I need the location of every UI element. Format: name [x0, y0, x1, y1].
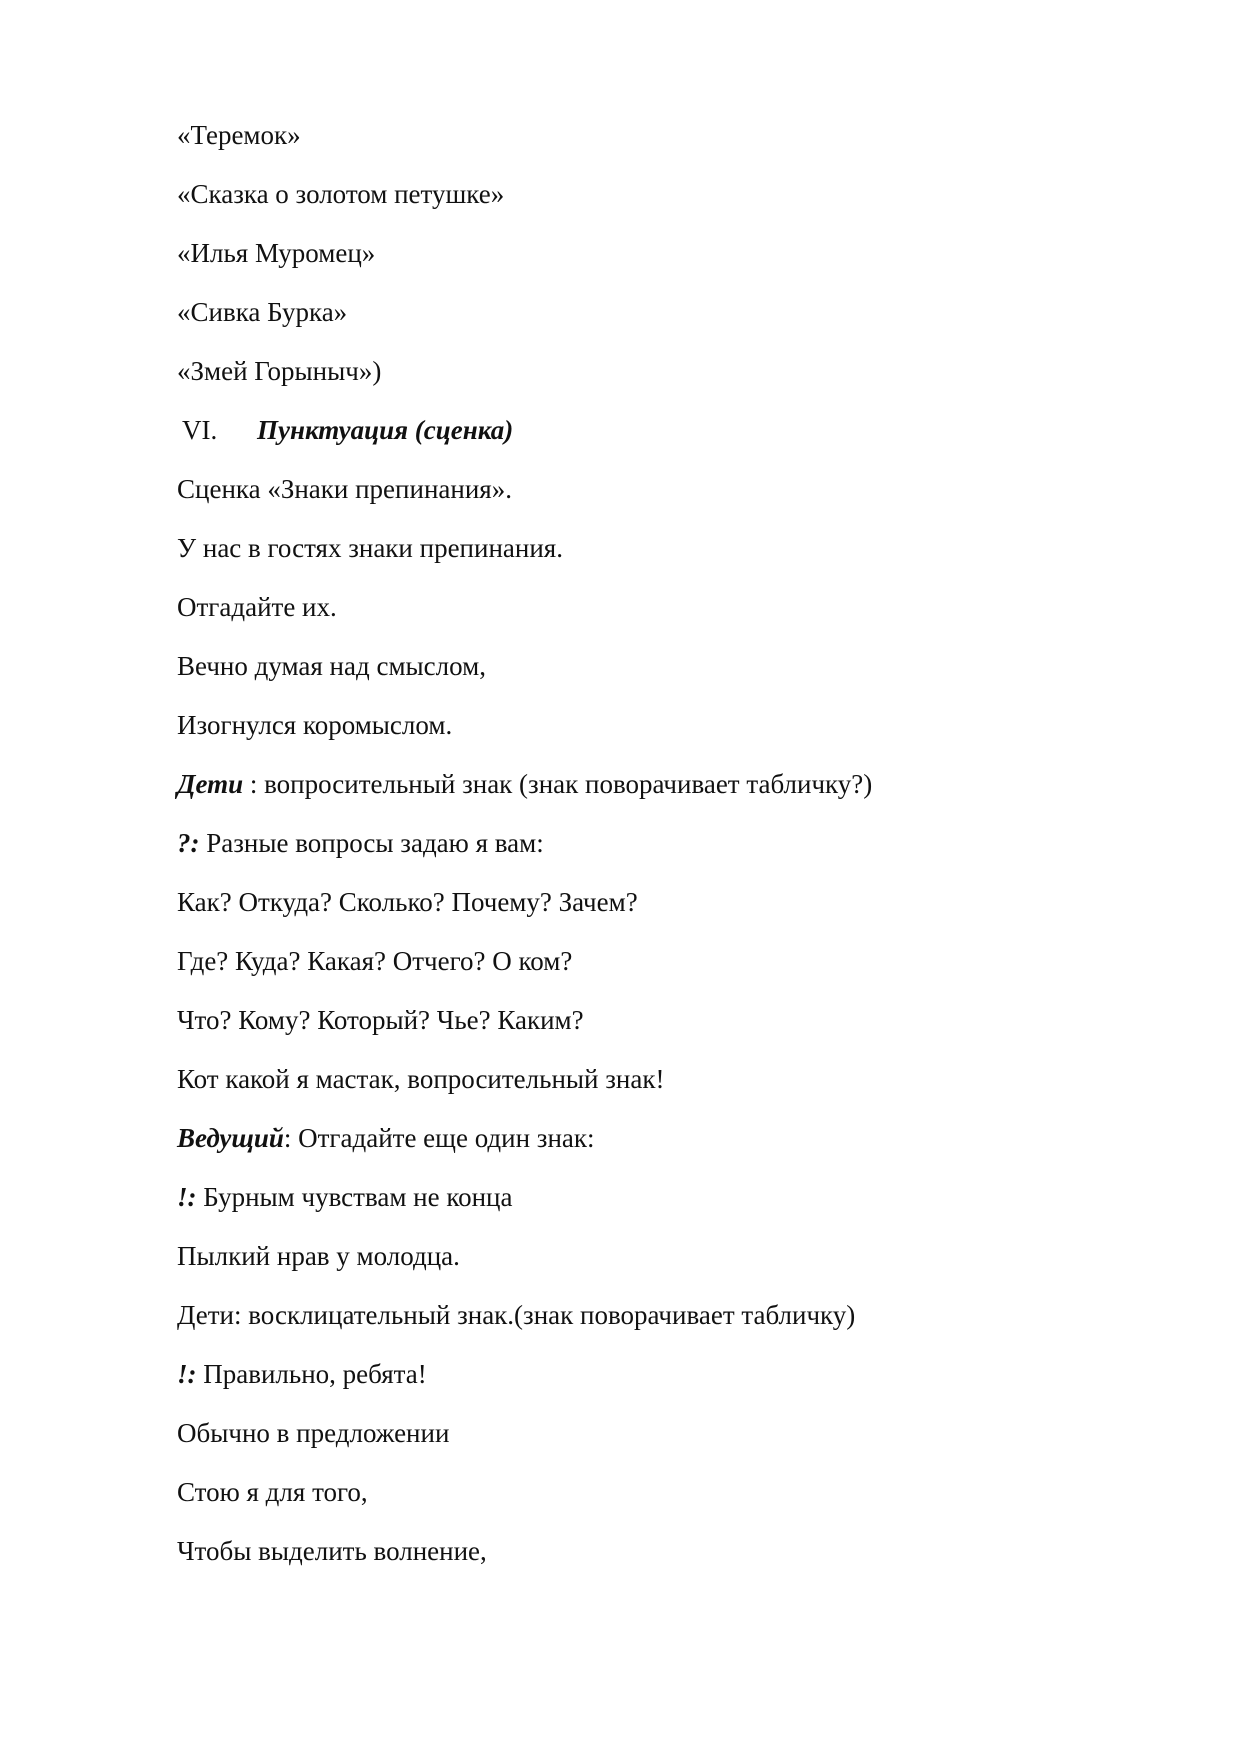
- text-line: Вечно думая над смыслом,: [177, 651, 486, 681]
- speaker-label: ?:: [177, 828, 200, 858]
- speaker-label: Дети: [177, 769, 244, 799]
- text-line: «Сказка о золотом петушке»: [177, 179, 505, 209]
- text-line: Изогнулся коромыслом.: [177, 710, 453, 740]
- text-line: Обычно в предложении: [177, 1418, 450, 1448]
- dialogue-text: Разные вопросы задаю я вам:: [199, 828, 544, 858]
- text-line: Чтобы выделить волнение,: [177, 1536, 487, 1566]
- text-line: «Сивка Бурка»: [177, 297, 348, 327]
- text-line: Как? Откуда? Сколько? Почему? Зачем?: [177, 887, 638, 917]
- text-line: «Илья Муромец»: [177, 238, 376, 268]
- dialogue-text: Правильно, ребята!: [196, 1359, 427, 1389]
- text-line: «Змей Горыныч»): [177, 356, 382, 386]
- dialogue-text: : вопросительный знак (знак поворачивает табличку?): [243, 769, 873, 799]
- speaker-label: Ведущий: [177, 1123, 284, 1153]
- dialogue-line: [177, 767, 872, 801]
- dialogue-line: [177, 1180, 512, 1214]
- text-line: Стою я для того,: [177, 1477, 368, 1507]
- text-line: Отгадайте их.: [177, 592, 337, 622]
- speaker-label: !:: [177, 1359, 197, 1389]
- text-line: «Теремок»: [177, 120, 301, 150]
- dialogue-line: [177, 1357, 427, 1391]
- text-line: Сценка «Знаки препинания».: [177, 474, 512, 504]
- text-line: Кот какой я мастак, вопросительный знак!: [177, 1064, 665, 1094]
- text-line: Что? Кому? Который? Чье? Каким?: [177, 1005, 584, 1035]
- text-line: Пылкий нрав у молодца.: [177, 1241, 460, 1271]
- text-line: Где? Куда? Какая? Отчего? О ком?: [177, 946, 573, 976]
- text-line: Дети: восклицательный знак.(знак поворачивает табличку): [177, 1300, 856, 1330]
- dialogue-line: [177, 1121, 595, 1155]
- section-number: VI.: [182, 415, 218, 445]
- dialogue-line: [177, 826, 544, 860]
- speaker-label: !:: [177, 1182, 197, 1212]
- dialogue-text: : Отгадайте еще один знак:: [283, 1123, 595, 1153]
- dialogue-text: Бурным чувствам не конца: [196, 1182, 513, 1212]
- section-title: Пунктуация (сценка): [257, 415, 514, 445]
- text-line: У нас в гостях знаки препинания.: [177, 533, 563, 563]
